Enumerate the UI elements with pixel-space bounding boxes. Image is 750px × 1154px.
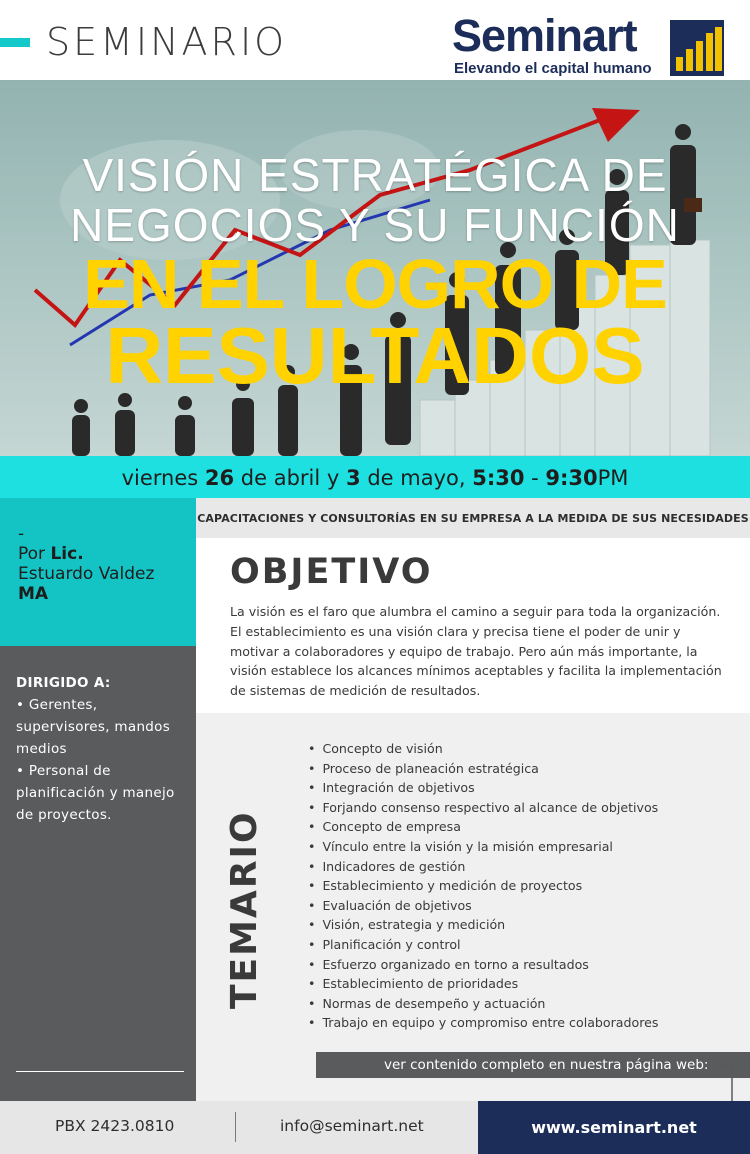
list-item: • Establecimiento de prioridades — [308, 974, 658, 994]
list-item: • Forjando consenso respectivo al alcance de objetivos — [308, 798, 658, 818]
divider — [16, 1071, 184, 1072]
speaker-panel — [0, 498, 196, 646]
list-item: • Visión, estrategia y medición — [308, 915, 658, 935]
web-note-bar[interactable]: ver contenido completo en nuestra página web: — [316, 1052, 750, 1078]
list-item: • Planificación y control — [308, 935, 658, 955]
time-end: 9:30 — [545, 466, 598, 490]
objective-body: La visión es el faro que alumbra el camino a seguir para toda la organización. El establecimiento es una visión clara y precisa tiene el poder de unir y motivar a colaboradores y equipo de trabajo. Pero aún más importante, la visión establece los alcances mínimos aceptables y facilita la implementación de sistemas de medición de resultados. — [230, 604, 722, 699]
list-item: • Evaluación de objetivos — [308, 896, 658, 916]
divider — [235, 1112, 236, 1142]
services-banner: CAPACITACIONES Y CONSULTORÍAS EN SU EMPRESA A LA MEDIDA DE SUS NECESIDADES — [196, 498, 750, 538]
email-link[interactable]: info@seminart.net — [280, 1117, 424, 1135]
audience-panel — [0, 646, 196, 1101]
list-item: • Concepto de visión — [308, 739, 658, 759]
date-bar — [0, 456, 750, 498]
syllabus-list — [308, 739, 658, 1033]
bar-chart-icon — [670, 20, 724, 76]
audience-heading: DIRIGIDO A: — [16, 675, 111, 691]
syllabus-heading: TEMARIO — [224, 810, 265, 1009]
footer — [0, 1101, 750, 1154]
hero-banner — [0, 80, 750, 456]
audience-item: • Personal de planificación y manejo de proyectos. — [16, 763, 175, 823]
date-day-1: 26 — [204, 466, 235, 490]
logo-tagline: Elevando el capital humano — [454, 60, 652, 77]
objective-section — [196, 538, 750, 713]
list-item: • Establecimiento y medición de proyectos — [308, 876, 658, 896]
hero-title-line-2: NEGOCIOS Y SU FUNCIÓN — [70, 199, 680, 251]
date-text: de mayo, — [360, 466, 473, 490]
seminar-label: SEMINARIO — [46, 20, 288, 64]
date-text: - — [524, 466, 546, 490]
speaker-name: Estuardo Valdez — [18, 564, 155, 584]
time-suffix: PM — [597, 466, 629, 490]
speaker-degree: MA — [18, 584, 49, 604]
speaker-title: Lic. — [50, 544, 84, 564]
list-item: • Normas de desempeño y actuación — [308, 994, 658, 1014]
speaker-line — [18, 544, 196, 564]
list-item: • Indicadores de gestión — [308, 857, 658, 877]
audience-item: • Gerentes, supervisores, mandos medios — [16, 697, 171, 757]
date-text: de abril y — [234, 466, 347, 490]
list-item: • Esfuerzo organizado en torno a resultados — [308, 955, 658, 975]
syllabus-section — [196, 713, 750, 1101]
logo-brand: Seminart — [452, 10, 637, 61]
website-link[interactable]: www.seminart.net — [478, 1101, 750, 1154]
time-start: 5:30 — [472, 466, 525, 490]
speaker-dash: - — [18, 524, 25, 544]
date-day-2: 3 — [346, 466, 361, 490]
speaker-by: Por — [18, 544, 51, 564]
objective-heading: OBJETIVO — [230, 552, 433, 592]
seminart-logo[interactable] — [452, 10, 702, 78]
accent-bar — [0, 38, 30, 47]
date-text: viernes — [121, 466, 205, 490]
phone-number[interactable]: PBX 2423.0810 — [55, 1117, 175, 1135]
hero-title-line-1: VISIÓN ESTRATÉGICA DE — [82, 149, 668, 201]
list-item: • Trabajo en equipo y compromiso entre colaboradores — [308, 1013, 658, 1033]
hero-title-line-4: RESULTADOS — [105, 311, 645, 400]
list-item: • Integración de objetivos — [308, 778, 658, 798]
list-item: • Vínculo entre la visión y la misión empresarial — [308, 837, 658, 857]
list-item: • Proceso de planeación estratégica — [308, 759, 658, 779]
header — [0, 0, 750, 80]
list-item: • Concepto de empresa — [308, 817, 658, 837]
hero-title-line-3: EN EL LOGRO DE — [83, 245, 667, 323]
